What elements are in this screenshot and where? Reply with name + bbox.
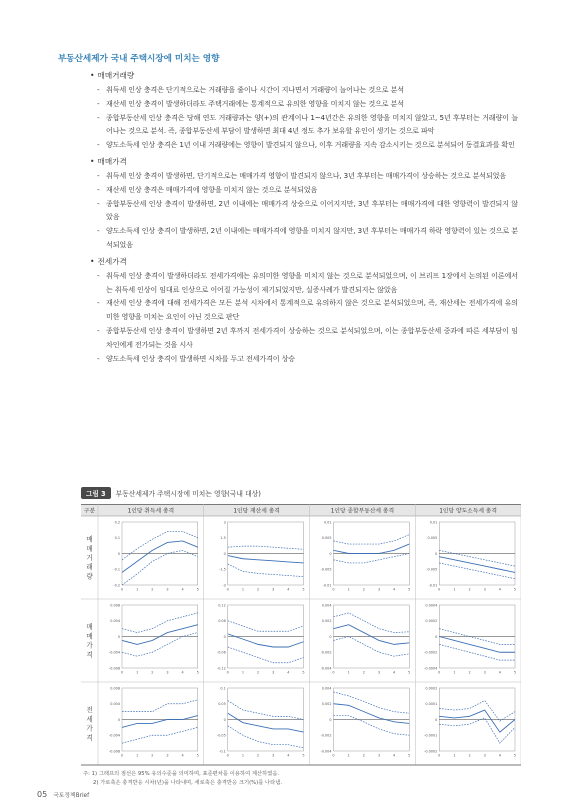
bullet-item — [88, 197, 518, 225]
x-tick-label: 3 — [377, 753, 381, 758]
x-tick-label: 3 — [483, 753, 486, 758]
dash-icon: - — [97, 98, 100, 108]
x-tick-label: 2 — [256, 587, 260, 592]
x-tick-label: 0 — [438, 670, 441, 675]
upper-confidence-line — [439, 701, 515, 721]
y-tick-label: -0.005 — [426, 567, 438, 572]
y-tick-label: 0 — [223, 634, 226, 639]
y-tick-label: 3 — [223, 520, 226, 525]
x-tick-label: 0 — [120, 587, 124, 592]
bullet-item — [88, 138, 518, 152]
impulse-response-line — [228, 713, 304, 732]
bullet-group — [88, 154, 518, 252]
column-header: 1인당 양도소득세 충격 — [439, 508, 498, 515]
bullet-item-text: 양도소득세 인상 충격이 발생하면 시차를 두고 전세가격이 상승 — [106, 353, 295, 363]
y-tick-label: 0 — [435, 717, 438, 722]
lower-confidence-line — [334, 716, 410, 736]
y-tick-label: -0.008 — [109, 666, 120, 671]
impulse-response-line — [334, 625, 410, 645]
x-tick-label: 3 — [272, 753, 275, 758]
dash-icon: - — [97, 85, 100, 94]
x-tick-label: 1 — [347, 753, 350, 758]
note-1: 주: 1) 그래프의 점선은 95% 유의수준을 의미하며, 표준편차를 이용하여 계산하였음. — [83, 771, 280, 777]
x-tick-label: 5 — [408, 753, 411, 758]
y-tick-label: -0.004 — [320, 749, 332, 754]
x-tick-label: 5 — [513, 587, 517, 592]
bullet-item — [88, 183, 518, 197]
upper-confidence-line — [228, 701, 304, 720]
lower-confidence-line — [228, 564, 304, 577]
bullet-item-text: 종합부동산세 인상 충격이 발생하면, 2년 이내에는 매매가격 상승으로 이어지지만, 3년 후부터는 매매가격에 대한 영향력이 발견되지 않았음 — [106, 198, 518, 222]
y-tick-label: 0.005 — [321, 536, 332, 541]
page-footer — [37, 790, 89, 799]
y-tick-label: 0.008 — [110, 603, 120, 608]
header-corner: 구분 — [83, 508, 96, 515]
x-tick-label: 4 — [287, 587, 290, 592]
bullet-item — [88, 97, 518, 111]
bullet-item-text: 재산세 인상 충격은 매매가격에 영향을 미치지 않는 것으로 분석되었음 — [106, 184, 318, 194]
x-tick-label: 3 — [166, 587, 169, 592]
upper-confidence-line — [439, 550, 515, 566]
impulse-response-line — [334, 704, 410, 724]
lower-confidence-line — [228, 726, 304, 748]
x-tick-label: 0 — [438, 587, 441, 592]
y-tick-label: 0 — [117, 717, 120, 722]
y-tick-label: 0 — [223, 551, 226, 556]
y-tick-label: 0.004 — [110, 702, 120, 707]
bullet-item-text: 취득세 인상 충격이 발생하더라도 전세가격에는 유의미한 영향을 미치지 않는 것으로 분석되었으며, 이 브리프 1장에서 논의된 이론에서는 취득세 인상이 임대료 인상으로 이어질 가능성이 제기되었지만, 실증사례가 발견되지는 않았음 — [106, 270, 518, 294]
impulse-response-line — [228, 634, 304, 647]
bullet-item-text: 종합부동산세 인상 충격이 발생하면 2년 후까지 전세가격이 상승하는 것으로 분석되었으며, 이는 종합부동산세 중과에 따른 세부담이 임차인에게 전가되는 것을 시사 — [106, 325, 518, 349]
bullet-heading — [90, 254, 518, 269]
y-tick-label: 0.01 — [323, 520, 332, 525]
figure-caption — [81, 486, 261, 499]
x-tick-label: 2 — [362, 670, 365, 675]
y-tick-label: 0 — [117, 551, 120, 556]
dash-icon: - — [97, 184, 100, 194]
x-tick-label: 3 — [166, 753, 169, 758]
x-tick-label: 2 — [151, 670, 154, 675]
row-label: 전 세 가 격 — [86, 706, 93, 742]
y-tick-label: 0.004 — [110, 619, 120, 624]
impulse-response-line — [439, 710, 515, 732]
y-tick-label: 0.008 — [110, 686, 120, 691]
y-tick-label: 0.004 — [321, 686, 332, 691]
x-tick-label: 5 — [196, 670, 199, 675]
x-tick-label: 2 — [468, 670, 471, 675]
y-tick-label: 0.12 — [218, 603, 226, 608]
section-title: 부동산세제가 국내 주택시장에 미치는 영향 — [58, 54, 220, 64]
x-tick-label: 2 — [151, 587, 154, 592]
y-tick-label: -0.0001 — [424, 733, 438, 738]
dash-icon: - — [97, 298, 100, 308]
y-tick-label: -0.005 — [320, 567, 332, 572]
y-tick-label: 0.004 — [321, 603, 332, 608]
y-tick-label: -3 — [222, 583, 226, 588]
x-tick-label: 1 — [347, 670, 350, 675]
x-tick-label: 4 — [393, 670, 396, 675]
y-tick-label: -0.05 — [216, 733, 226, 738]
lower-confidence-line — [439, 563, 515, 579]
y-tick-label: -0.0002 — [424, 749, 438, 754]
x-tick-label: 3 — [483, 670, 486, 675]
bullet-dot-icon: • — [90, 71, 95, 80]
y-tick-label: -0.12 — [216, 666, 226, 671]
x-tick-label: 1 — [136, 670, 139, 675]
bullet-item — [88, 324, 518, 352]
bullet-item-text: 양도소득세 인상 충격이 발생하면, 2년 이내에는 매매가격에 영향을 미치지 않지만, 3년 후부터는 매매가격 하락 영향력이 있는 것으로 분석되었음 — [106, 226, 518, 249]
y-tick-label: -0.008 — [109, 749, 120, 754]
y-tick-label: -0.004 — [320, 666, 332, 671]
impulse-response-line — [122, 625, 198, 645]
impulse-response-figure — [81, 504, 521, 766]
x-tick-label: 5 — [408, 670, 411, 675]
column-header: 1인당 취득세 충격 — [127, 508, 175, 515]
dash-icon: - — [97, 325, 100, 335]
x-tick-label: 2 — [151, 753, 154, 758]
x-tick-label: 2 — [256, 670, 260, 675]
y-tick-label: 0.05 — [218, 702, 226, 707]
bullet-item — [88, 111, 518, 139]
y-tick-label: 0.06 — [218, 619, 226, 624]
y-tick-label: 0.002 — [321, 702, 332, 707]
impulse-response-line — [439, 557, 515, 573]
x-tick-label: 2 — [362, 587, 365, 592]
y-tick-label: 0.01 — [429, 520, 438, 525]
bullet-item — [88, 169, 518, 183]
bullet-item-text: 취득세 인상 충격이 발생하면, 단기적으로는 매매가격 영향이 발견되지 않으나, 3년 후부터는 매매가격이 상승하는 것으로 분석되었음 — [106, 170, 506, 180]
upper-confidence-line — [334, 535, 410, 544]
row-label: 매 매 거 래 량 — [86, 535, 93, 581]
x-tick-label: 3 — [272, 670, 275, 675]
impulse-response-line — [228, 556, 304, 563]
bullet-heading — [90, 154, 518, 169]
x-tick-label: 4 — [393, 587, 396, 592]
bullet-item-text: 재산세 인상 충격이 발생하더라도 주택거래에는 통계적으로 유의한 영향을 미치지 않는 것으로 분석 — [106, 98, 404, 108]
bullet-dot-icon: • — [90, 156, 95, 166]
y-tick-label: -0.0002 — [424, 650, 438, 655]
x-tick-label: 0 — [226, 753, 229, 758]
upper-confidence-line — [228, 621, 304, 632]
x-tick-label: 2 — [468, 753, 471, 758]
x-tick-label: 3 — [377, 670, 381, 675]
x-tick-label: 5 — [196, 587, 199, 592]
y-tick-label: 0.0002 — [425, 686, 438, 691]
x-tick-label: 1 — [136, 587, 139, 592]
upper-confidence-line — [334, 692, 410, 713]
journal-name: 국토정책Brief — [53, 793, 90, 799]
y-tick-label: 0.1 — [114, 536, 120, 541]
dash-icon: - — [97, 226, 100, 236]
lower-confidence-line — [334, 637, 410, 657]
dash-icon: - — [97, 270, 100, 280]
dash-icon: - — [97, 140, 100, 150]
x-tick-label: 3 — [272, 587, 275, 592]
impulse-response-line — [439, 637, 515, 653]
y-tick-label: -0.002 — [320, 650, 332, 655]
y-tick-label: -0.0004 — [424, 666, 438, 671]
y-tick-label: -0.1 — [113, 567, 120, 572]
x-tick-label: 4 — [287, 670, 290, 675]
impulse-response-line — [334, 544, 410, 553]
x-tick-label: 0 — [438, 753, 441, 758]
figure-title: 부동산세제가 주택시장에 미치는 영향(국내 대상) — [115, 489, 261, 498]
y-tick-label: -0.1 — [219, 749, 226, 754]
dash-icon: - — [97, 353, 100, 363]
figure-notes — [83, 770, 282, 788]
bullet-item — [88, 352, 518, 366]
y-tick-label: 0 — [329, 551, 332, 556]
x-tick-label: 5 — [302, 670, 305, 675]
x-tick-label: 1 — [136, 753, 139, 758]
x-tick-label: 0 — [332, 587, 335, 592]
lower-confidence-line — [122, 727, 198, 743]
x-tick-label: 4 — [287, 753, 290, 758]
y-tick-label: -0.01 — [428, 583, 438, 588]
x-tick-label: 2 — [468, 587, 471, 592]
impulse-response-line — [122, 541, 198, 573]
page-number: 05 — [37, 790, 48, 799]
upper-confidence-line — [228, 546, 304, 549]
x-tick-label: 0 — [226, 587, 229, 592]
lower-confidence-line — [334, 554, 410, 563]
x-tick-label: 4 — [498, 587, 501, 592]
y-tick-label: 0 — [117, 634, 120, 639]
lower-confidence-line — [228, 647, 304, 663]
y-tick-label: 0.0002 — [425, 619, 438, 624]
body-text — [88, 68, 518, 367]
x-tick-label: 4 — [498, 670, 501, 675]
y-tick-label: 0 — [435, 551, 438, 556]
bullet-item-text: 재산세 인상 충격에 대해 전세가격은 모든 분석 시차에서 통계적으로 유의하지 않은 것으로 분석되었으며, 즉, 재산세는 전세가격에 유의미한 영향을 미치는 요인이 아닌 것으로 판단 — [106, 298, 518, 322]
y-tick-label: 0.0004 — [425, 603, 438, 608]
lower-confidence-line — [439, 718, 515, 743]
row-label: 매 매 가 격 — [86, 623, 93, 659]
column-header: 1인당 종합부동산세 충격 — [330, 508, 395, 515]
x-tick-label: 2 — [362, 753, 365, 758]
y-tick-label: -0.06 — [216, 650, 226, 655]
upper-confidence-line — [122, 613, 198, 633]
x-tick-label: 1 — [453, 670, 456, 675]
x-tick-label: 5 — [302, 753, 305, 758]
bullet-item-text: 양도소득세 인상 충격은 1년 이내 거래량에는 영향이 발견되지 않으나, 이후 거래량을 지속 감소시키는 것으로 분석되어 동결효과를 확인 — [106, 140, 515, 150]
y-tick-label: 0.005 — [427, 536, 438, 541]
x-tick-label: 3 — [377, 587, 381, 592]
y-tick-label: -1.5 — [219, 567, 226, 572]
y-tick-label: 0 — [329, 634, 332, 639]
y-tick-label: 0.1 — [220, 686, 226, 691]
x-tick-label: 1 — [453, 587, 456, 592]
bullet-group — [88, 254, 518, 366]
x-tick-label: 1 — [241, 670, 244, 675]
y-tick-label: 0 — [329, 717, 332, 722]
y-tick-label: 0.2 — [114, 520, 120, 525]
upper-confidence-line — [122, 531, 198, 559]
y-tick-label: 0 — [223, 717, 226, 722]
dash-icon: - — [97, 112, 100, 122]
x-tick-label: 0 — [120, 670, 124, 675]
x-tick-label: 5 — [302, 587, 305, 592]
y-tick-label: 0.0001 — [425, 702, 438, 707]
x-tick-label: 5 — [513, 753, 517, 758]
upper-confidence-line — [122, 700, 198, 712]
impulse-response-line — [122, 716, 198, 728]
column-header: 1인당 재산세 충격 — [233, 508, 280, 515]
y-tick-label: -0.004 — [109, 733, 120, 738]
x-tick-label: 1 — [347, 587, 350, 592]
note-2: 2) 가로축은 충격반응 시차(년)을 나타내며, 세로축은 충격반응 크기(%)를 나타냄. — [93, 780, 283, 786]
x-tick-label: 4 — [181, 587, 184, 592]
x-tick-label: 4 — [181, 670, 184, 675]
x-tick-label: 5 — [513, 670, 517, 675]
x-tick-label: 1 — [241, 753, 244, 758]
y-tick-label: 0 — [435, 634, 438, 639]
upper-confidence-line — [334, 613, 410, 633]
y-tick-label: -0.002 — [320, 733, 332, 738]
bullet-item — [88, 83, 518, 97]
figure-label: 그림 3 — [81, 487, 111, 499]
x-tick-label: 0 — [332, 753, 335, 758]
x-tick-label: 3 — [483, 587, 486, 592]
bullet-heading — [90, 68, 518, 83]
x-tick-label: 0 — [332, 670, 335, 675]
x-tick-label: 4 — [498, 753, 501, 758]
bullet-dot-icon: • — [90, 256, 95, 266]
bullet-group — [88, 68, 518, 152]
x-tick-label: 1 — [241, 587, 244, 592]
bullet-heading-text: 매매가격 — [97, 156, 127, 166]
x-tick-label: 4 — [393, 753, 396, 758]
bullet-item — [88, 269, 518, 297]
y-tick-label: 1.5 — [220, 536, 226, 541]
bullet-item-text: 취득세 인상 충격은 단기적으로는 거래량을 줄이나 시간이 지나면서 거래량이 늘어나는 것으로 분석 — [106, 85, 404, 94]
y-tick-label: 0.002 — [321, 619, 332, 624]
x-tick-label: 4 — [181, 753, 184, 758]
x-tick-label: 1 — [453, 753, 456, 758]
y-tick-label: -0.01 — [322, 583, 332, 588]
bullet-item — [88, 296, 518, 324]
x-tick-label: 3 — [166, 670, 169, 675]
bullet-heading-text: 전세가격 — [97, 256, 127, 266]
dash-icon: - — [97, 170, 100, 180]
bullet-item — [88, 224, 518, 252]
y-tick-label: -0.2 — [113, 583, 120, 588]
x-tick-label: 0 — [120, 753, 124, 758]
x-tick-label: 5 — [408, 587, 411, 592]
bullet-item-text: 종합부동산세 인상 충격은 당해 연도 거래량과는 양(+)의 관계이나 1~4년간은 유의한 영향을 미치지 않았고, 5년 후부터는 거래량이 늘어나는 것으로 분석. 즉, 종합부동산세 부담이 발생하면 최대 4년 정도 추가 보유할 유인이 생기는 것으로 파악 — [106, 112, 518, 136]
bullet-heading-text: 매매거래량 — [97, 71, 135, 80]
dash-icon: - — [97, 198, 100, 208]
x-tick-label: 5 — [196, 753, 199, 758]
lower-confidence-line — [122, 550, 198, 585]
x-tick-label: 2 — [256, 753, 260, 758]
x-tick-label: 0 — [226, 670, 229, 675]
y-tick-label: -0.004 — [109, 650, 120, 655]
